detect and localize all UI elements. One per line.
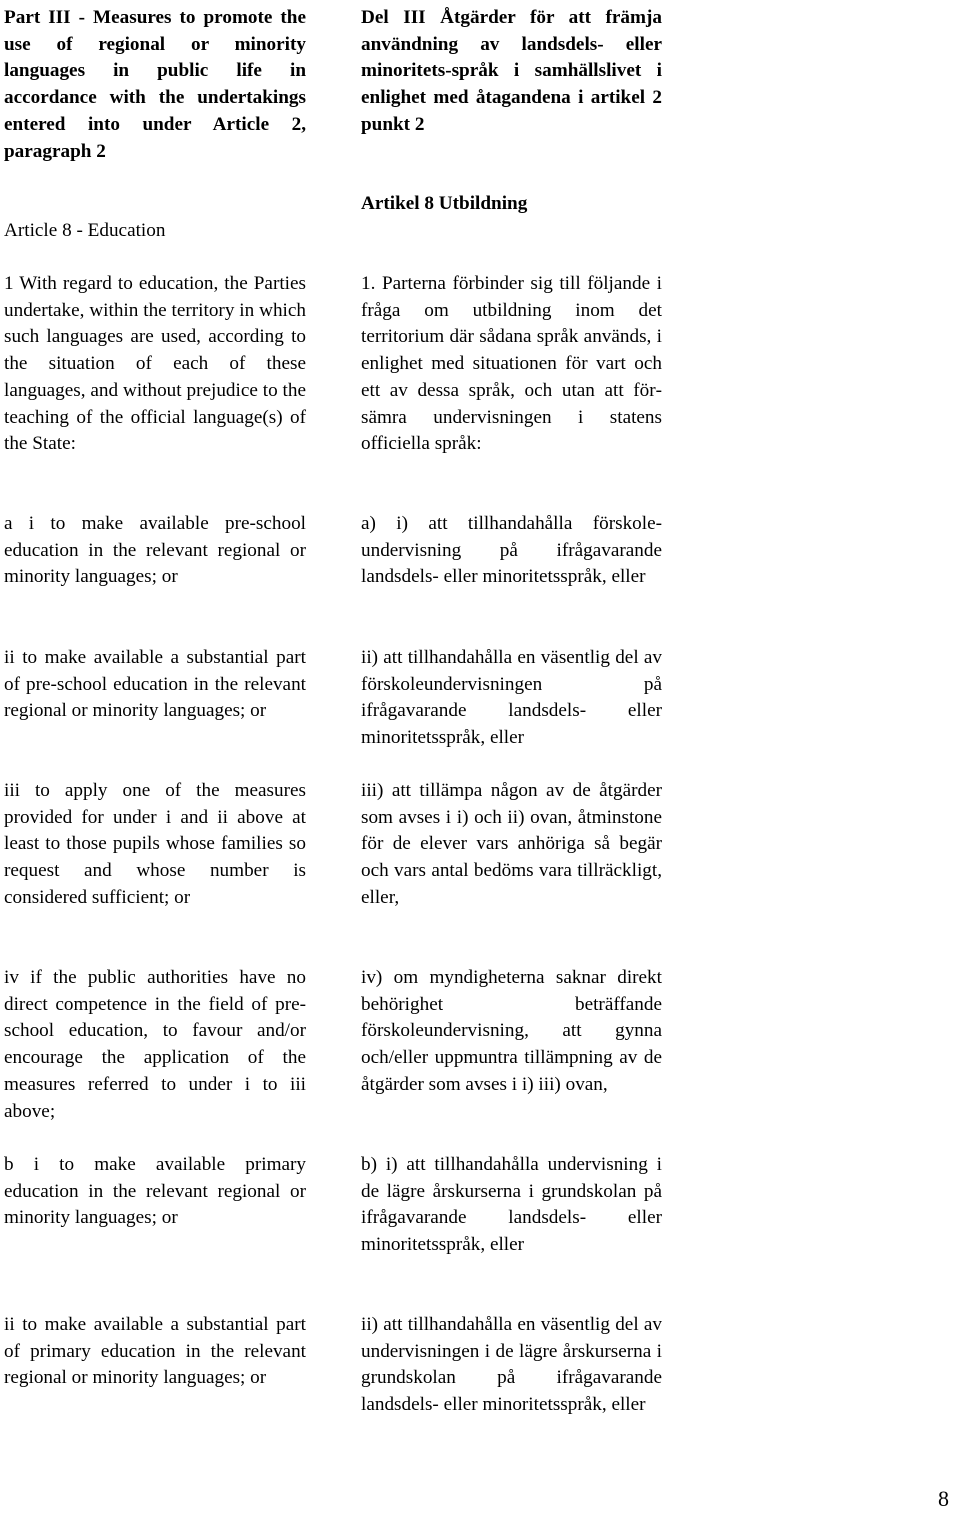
english-item-a-ii: ii to make available a substantial part of pre-school education in the relevant regional or minority languages; or <box>4 647 306 722</box>
english-item-b-ii: ii to make available a substantial part of primary education in the relevant regional or minority languages; or <box>4 1314 306 1389</box>
page-number: 8 <box>938 1486 949 1511</box>
swedish-item-a-i: a) i) att tillhandahålla förskoleundervisning på ifrågavarande landsdels- eller minoritetsspråk, eller <box>361 513 662 588</box>
swedish-item-a-ii: ii) att tillhandahålla en väsentlig del av förskoleundervisningen på ifrågavarande landsdels- eller minoritetsspråk, eller <box>361 647 662 749</box>
english-item-b-i: b i to make available primary education in the relevant regional or minority languages; or <box>4 1154 306 1229</box>
english-item-a-iv: iv if the public authorities have no direct competence in the field of pre-school education, to favour and/or encourage the application of the measures referred to under i to iii above; <box>4 967 306 1122</box>
swedish-item-a-iv: iv) om myndigheterna saknar direkt behörighet beträffande förskoleundervisning, att gynna och/eller uppmuntra tillämpning av de åtgärder som avses i i) iii) ovan, <box>361 967 662 1095</box>
swedish-item-a-iii: iii) att tillämpa någon av de åtgärder som avses i i) och ii) ovan, åtminstone för de elever vars anhöriga så begär och vars antal bedöms vara tillräckligt, eller, <box>361 780 662 908</box>
swedish-part-title: Del III Åtgärder för att främja användning av landsdels- eller minoritets-språk i samhällslivet i enlighet med åtagandena i artikel 2 punkt 2 <box>361 7 662 135</box>
english-item-a-i: a i to make available pre-school education in the relevant regional or minority languages; or <box>4 513 306 588</box>
swedish-paragraph-1: 1. Parterna förbinder sig till följande i fråga om utbildning inom det territorium där sådana språk används, i enlighet med situationen för vart och ett av dessa språk, och utan att försämra undervisningen i statens officiella språk: <box>361 273 662 455</box>
swedish-item-b-ii: ii) att tillhandahålla en väsentlig del av undervisningen i de lägre årskurserna i grundskolan på ifrågavarande landsdels- eller minoritetsspråk, eller <box>361 1314 662 1416</box>
english-item-a-iii: iii to apply one of the measures provided for under i and ii above at least to those pupils whose families so request and whose number is considered sufficient; or <box>4 780 306 908</box>
swedish-item-b-i: b) i) att tillhandahålla undervisning i de lägre årskurserna i grundskolan på ifrågavarande landsdels- eller minoritetsspråk, eller <box>361 1154 662 1256</box>
english-article-heading: Article 8 - Education <box>4 220 166 241</box>
swedish-article-heading: Artikel 8 Utbildning <box>361 193 528 214</box>
english-part-title: Part III - Measures to promote the use of regional or minority languages in public life in accordance with the undertakings entered into under Article 2, paragraph 2 <box>4 7 306 162</box>
english-paragraph-1: 1 With regard to education, the Parties undertake, within the territory in which such languages are used, according to the situation of each of these languages, and without prejudice to the teaching of the official language(s) of the State: <box>4 273 306 455</box>
